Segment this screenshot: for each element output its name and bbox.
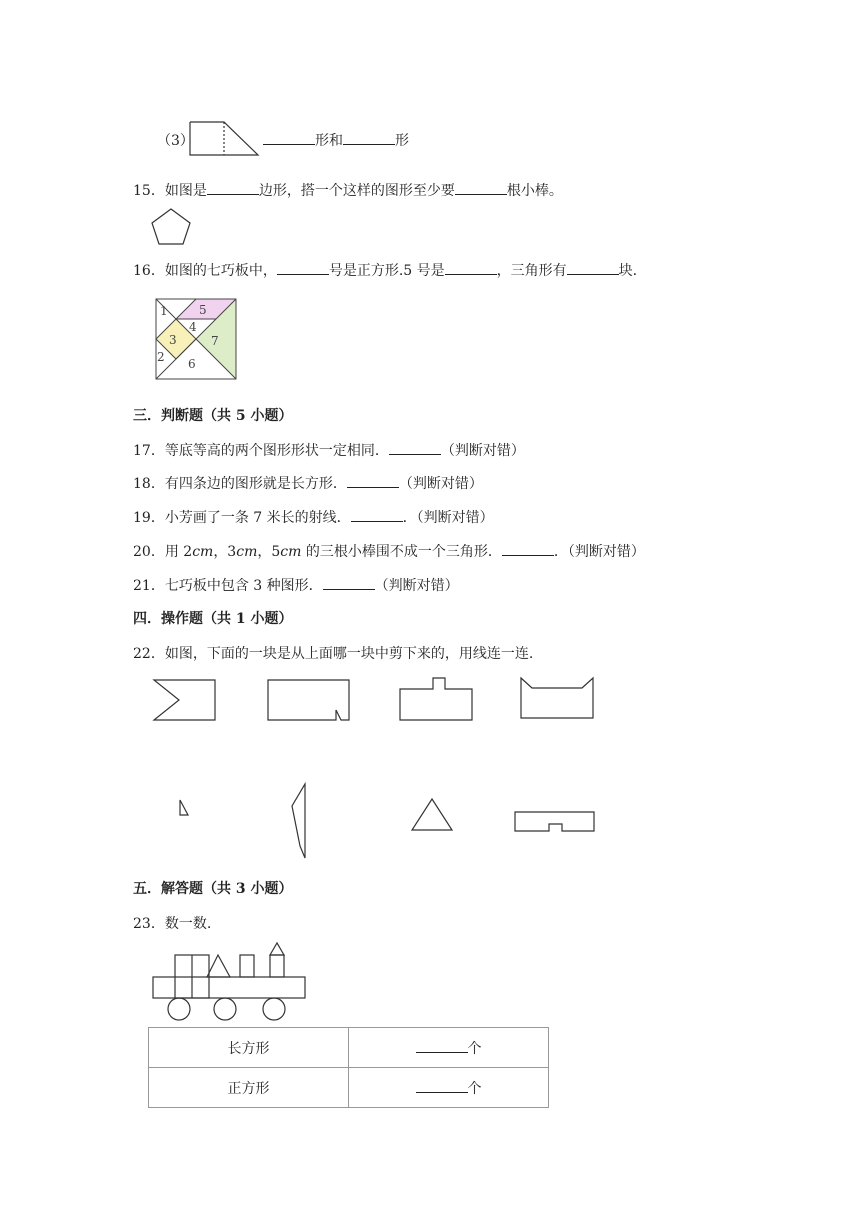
question-22: 22．如图，下面的一块是从上面哪一块中剪下来的，用线连一连. (133, 646, 534, 662)
question-16: 16．如图的七巧板中， 号是正方形.5 号是 ，三角形有 块. (133, 260, 637, 280)
section-3-heading: 三．判断题（共 5 小题） (133, 408, 293, 424)
question-17: 17．等底等高的两个图形形状一定相同． （判断对错） (133, 440, 525, 460)
question-23: 23．数一数. (133, 916, 212, 932)
question-15: 15．如图是 边形，搭一个这样的图形至少要 根小棒。 (133, 180, 563, 200)
answer-blank[interactable] (445, 260, 497, 275)
answer-blank[interactable] (263, 130, 315, 145)
answer-blank[interactable] (277, 260, 329, 275)
section-4-heading: 四．操作题（共 1 小题） (133, 611, 293, 627)
cut-shape-rectangle-notch[interactable] (266, 678, 352, 722)
train-figure (150, 938, 310, 1026)
table-row (149, 1028, 549, 1068)
answer-blank[interactable] (347, 473, 399, 488)
answer-blank[interactable] (343, 130, 395, 145)
count-table (148, 1027, 549, 1108)
piece-bar-notch[interactable] (513, 810, 597, 834)
question-19: 19．小芳画了一条 7 米长的射线． ．（判断对错） (133, 507, 494, 527)
tangram-label: 1 (160, 304, 168, 318)
pentagon-figure (150, 207, 194, 247)
table-row (149, 1068, 549, 1108)
answer-blank[interactable] (323, 575, 375, 590)
trapezoid-figure (188, 120, 268, 160)
question-18: 18．有四条边的图形就是长方形． （判断对错） (133, 473, 483, 493)
tangram-label: 3 (169, 333, 177, 347)
tangram-label: 7 (211, 334, 219, 348)
tangram-figure (155, 298, 237, 380)
answer-blank[interactable] (207, 180, 259, 195)
q14-part3-number: （3） (157, 133, 194, 149)
section-5-heading: 五．解答题（共 3 小题） (133, 881, 293, 897)
tangram-label: 5 (199, 303, 207, 317)
tangram-label: 4 (189, 320, 197, 334)
answer-blank[interactable] (351, 507, 403, 522)
question-20: 20．用 2cm，3cm，5cm 的三根小棒围不成一个三角形． ．（判断对错） (133, 541, 645, 561)
table-cell-answer: 个 (349, 1028, 549, 1068)
table-cell-label: 正方形 (149, 1068, 349, 1108)
answer-blank[interactable] (455, 180, 507, 195)
cut-shape-step-top[interactable] (398, 676, 474, 724)
q14-part3-text: 形和 形 (263, 130, 409, 150)
table-cell-label: 长方形 (149, 1028, 349, 1068)
piece-small-triangle[interactable] (177, 798, 191, 818)
piece-triangle[interactable] (409, 797, 455, 833)
question-21: 21．七巧板中包含 3 种图形． （判断对错） (133, 575, 459, 595)
table-cell-answer: 个 (349, 1068, 549, 1108)
piece-thin-quadrilateral[interactable] (288, 782, 308, 860)
tangram-label: 2 (157, 350, 165, 364)
cut-shape-v-top[interactable] (519, 676, 595, 720)
answer-blank[interactable] (416, 1038, 468, 1053)
answer-blank[interactable] (416, 1078, 468, 1093)
answer-blank[interactable] (502, 541, 554, 556)
answer-blank[interactable] (567, 260, 619, 275)
answer-blank[interactable] (389, 440, 441, 455)
tangram-label: 6 (188, 357, 196, 371)
cut-shape-arrow-notch[interactable] (152, 678, 218, 722)
